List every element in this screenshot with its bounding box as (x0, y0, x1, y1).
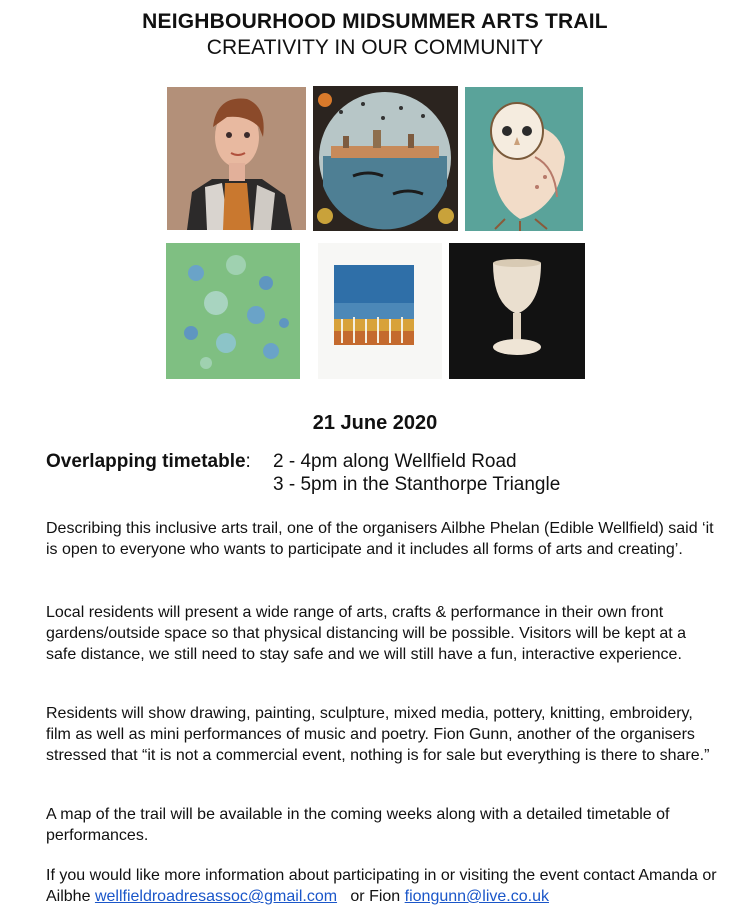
paragraph-contact: If you would like more information about participating in or visiting the event contact Amanda or Ailbhe wellfieldroadresassoc@gmail.com or Fion fiongunn@live.co.uk (46, 867, 717, 905)
green-embroidery-image (166, 243, 300, 379)
portrait-painting-image (167, 87, 306, 230)
page-subtitle: CREATIVITY IN OUR COMMUNITY (206, 36, 544, 59)
email-link-wellfield[interactable]: wellfieldroadresassoc@gmail.com (94, 888, 338, 905)
page-title: NEIGHBOURHOOD MIDSUMMER ARTS TRAIL (142, 10, 608, 33)
blue-landscape-textile-image (318, 243, 442, 379)
timetable-slot-stanthorpe: 3 - 5pm in the Stanthorpe Triangle (273, 474, 561, 495)
turned-wooden-goblet-image (449, 243, 585, 379)
paragraph-activities: Residents will show drawing, painting, sculpture, mixed media, pottery, knitting, embroidery, film as well as mini performances of music and poetry. Fion Gunn, another of the organisers stressed that “it is not a commercial event, nothing is for sale but everything is there to share.” (46, 705, 710, 764)
circular-harbour-painting-image (313, 86, 458, 231)
timetable-label: Overlapping timetable: (46, 451, 251, 472)
paragraph-trail-map: A map of the trail will be available in the coming weeks along with a detailed timetable of performances. (46, 806, 670, 844)
barn-owl-artwork-image (465, 87, 583, 231)
email-link-fion[interactable]: fiongunn@live.co.uk (404, 888, 549, 905)
paragraph-local-residents: Local residents will present a wide range of arts, crafts & performance in their own front gardens/outside space so that physical distancing will be possible. Visitors will be kept at a safe distance, we still need to stay safe and we will still have a fun, interactive experience. (46, 604, 687, 663)
paragraph-inclusive-trail: Describing this inclusive arts trail, one of the organisers Ailbhe Phelan (Edible Wellfield) said ‘it is open to everyone who wants to participate and it includes all forms of arts and creating’. (46, 520, 714, 558)
event-date: 21 June 2020 (312, 412, 438, 434)
timetable-slot-wellfield: 2 - 4pm along Wellfield Road (273, 451, 517, 472)
